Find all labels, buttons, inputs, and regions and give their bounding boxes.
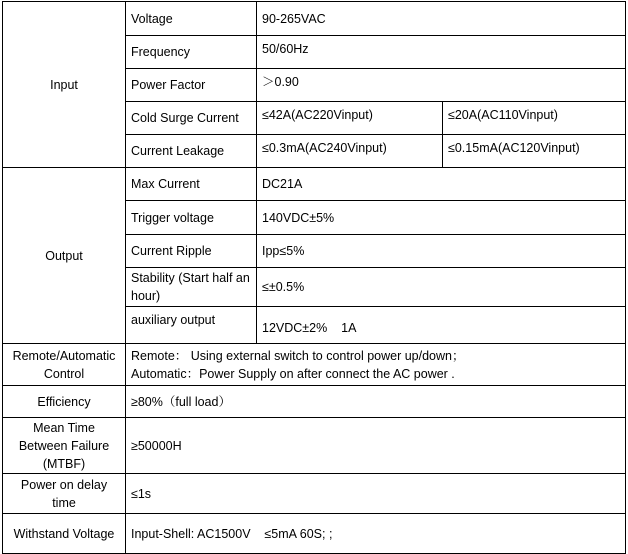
leakage-120-value: ≤0.15mA(AC120Vinput) <box>443 135 626 168</box>
voltage-value: 90-265VAC <box>257 2 626 36</box>
stability-value: ≤±0.5% <box>257 268 626 307</box>
ripple-value: Ipp≤5% <box>257 235 626 268</box>
input-category: Input <box>3 2 126 168</box>
max-current-value: DC21A <box>257 168 626 201</box>
stability-label: Stability (Start half an hour) <box>126 268 257 307</box>
cold-surge-label: Cold Surge Current <box>126 102 257 135</box>
mtbf-category: Mean Time Between Failure (MTBF) <box>3 418 126 474</box>
remote-value <box>126 344 626 386</box>
auxiliary-value: 12VDC±2% 1A <box>257 307 626 344</box>
power-factor-value: ＞0.90 <box>257 69 626 102</box>
ripple-label: Current Ripple <box>126 235 257 268</box>
row-voltage <box>3 2 626 36</box>
voltage-label: Voltage <box>126 2 257 36</box>
withstand-value: Input-Shell: AC1500V ≤5mA 60S; ; <box>126 514 626 554</box>
trigger-voltage-value: 140VDC±5% <box>257 201 626 235</box>
leakage-label: Current Leakage <box>126 135 257 168</box>
remote-category: Remote/Automatic Control <box>3 344 126 386</box>
withstand-category: Withstand Voltage <box>3 514 126 554</box>
row-max-current <box>3 168 626 201</box>
row-mtbf <box>3 418 626 474</box>
delay-value: ≤1s <box>126 474 626 514</box>
automatic-line: Automatic：Power Supply on after connect the AC power . <box>131 366 455 381</box>
max-current-label: Max Current <box>126 168 257 201</box>
cold-surge-220-value: ≤42A(AC220Vinput) <box>257 102 443 135</box>
row-efficiency <box>3 386 626 418</box>
cold-surge-110-value: ≤20A(AC110Vinput) <box>443 102 626 135</box>
frequency-label: Frequency <box>126 36 257 69</box>
auxiliary-label: auxiliary output <box>126 307 257 344</box>
frequency-value: 50/60Hz <box>257 36 626 69</box>
efficiency-value: ≥80%（full load） <box>126 386 626 418</box>
row-remote <box>3 344 626 386</box>
trigger-voltage-label: Trigger voltage <box>126 201 257 235</box>
delay-category: Power on delay time <box>3 474 126 514</box>
mtbf-value: ≥50000H <box>126 418 626 474</box>
efficiency-category: Efficiency <box>3 386 126 418</box>
row-withstand <box>3 514 626 554</box>
remote-line: Remote： Using external switch to control power up/down； <box>131 348 465 363</box>
row-delay <box>3 474 626 514</box>
leakage-240-value: ≤0.3mA(AC240Vinput) <box>257 135 443 168</box>
spec-table <box>2 1 626 554</box>
power-factor-label: Power Factor <box>126 69 257 102</box>
output-category: Output <box>3 168 126 344</box>
